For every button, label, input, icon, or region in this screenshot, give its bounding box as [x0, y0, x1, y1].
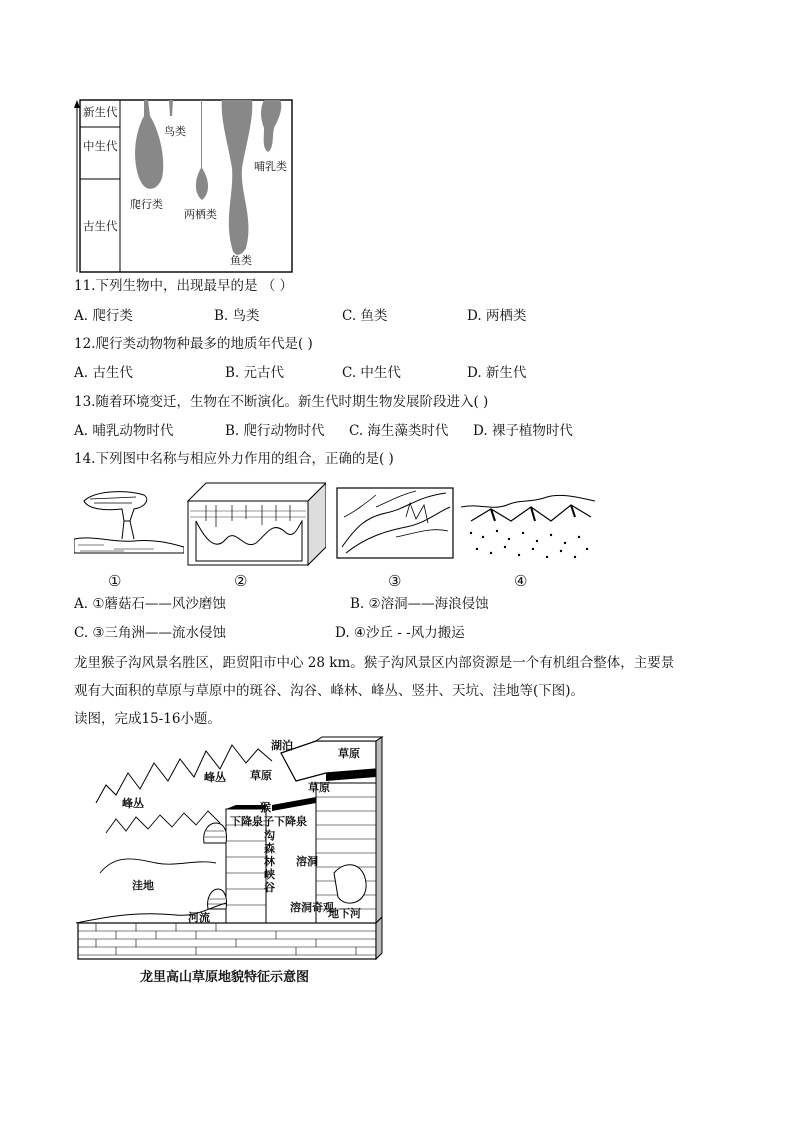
- landform-image-1: [74, 487, 184, 567]
- label-amphibian: 两栖类: [184, 208, 217, 221]
- q14-option-a[interactable]: A. ①蘑菇石——风沙磨蚀: [74, 596, 226, 612]
- q13-stem: 13.随着环境变迁，生物在不断演化。新生代时期生物发展阶段进入( ): [74, 394, 489, 410]
- figure-number-4: ④: [514, 572, 528, 590]
- q14-option-c[interactable]: C. ③三角洲——流水侵蚀: [74, 625, 227, 641]
- q13-option-c[interactable]: C. 海生藻类时代: [349, 423, 449, 439]
- label-grassland-top: 草原: [338, 747, 360, 760]
- label-depression: 洼地: [132, 879, 154, 892]
- label-grassland-right: 草原: [308, 781, 330, 794]
- landform-block-diagram: [76, 733, 396, 965]
- q12-option-b[interactable]: B. 元古代: [225, 365, 285, 381]
- figure-number-2: ②: [234, 572, 248, 590]
- passage-line-1: 龙里猴子沟风景名胜区，距贸阳市中心 28 km。猴子沟风景区内部资源是一个有机组合整体，主要景: [74, 655, 675, 671]
- q12-option-a[interactable]: A. 古生代: [74, 365, 133, 381]
- label-underground-river: 地下河: [328, 907, 361, 920]
- q14-stem: 14.下列图中名称与相应外力作用的组合，正确的是( ): [74, 451, 394, 467]
- q13-option-a[interactable]: A. 哺乳动物时代: [74, 423, 174, 439]
- label-cave-wonders: 溶洞奇观: [290, 901, 334, 914]
- figure-caption: 龙里高山草原地貌特征示意图: [140, 970, 310, 985]
- landform-image-4: [461, 487, 595, 562]
- label-lake: 湖泊: [271, 739, 293, 752]
- q11-stem: 11.下列生物中，出现最早的是 （ ）: [74, 278, 294, 294]
- label-grassland-mid: 草原: [250, 769, 272, 782]
- q12-option-c[interactable]: C. 中生代: [342, 365, 401, 381]
- evolution-chart: [74, 98, 296, 274]
- q12-stem: 12.爬行类动物物种最多的地质年代是( ): [74, 336, 313, 352]
- q12-option-d[interactable]: D. 新生代: [467, 365, 527, 381]
- era-mesozoic: 中生代: [83, 139, 118, 153]
- q11-option-d[interactable]: D. 两栖类: [467, 308, 527, 324]
- figure-number-1: ①: [108, 572, 122, 590]
- q11-option-b[interactable]: B. 鸟类: [214, 308, 260, 324]
- landform-image-2: [186, 481, 326, 567]
- label-peak-cluster-1: 峰丛: [204, 771, 226, 784]
- passage-line-3: 读图，完成15-16小题。: [74, 711, 221, 727]
- label-falls: 下降泉子下降泉: [230, 815, 307, 828]
- era-cenozoic: 新生代: [83, 105, 118, 119]
- label-river: 河流: [188, 911, 210, 924]
- q14-option-b[interactable]: B. ②溶洞——海浪侵蚀: [350, 596, 489, 612]
- q13-option-d[interactable]: D. 裸子植物时代: [473, 423, 573, 439]
- label-mammal: 哺乳类: [254, 160, 287, 173]
- label-bird: 鸟类: [164, 125, 186, 138]
- passage-line-2: 观有大面积的草原与草原中的斑谷、沟谷、峰林、峰丛、竖井、天坑、洼地等(下图)。: [74, 683, 585, 699]
- label-monkey: 猴: [260, 801, 271, 814]
- era-paleozoic: 古生代: [83, 219, 118, 233]
- label-reptile: 爬行类: [130, 198, 163, 211]
- label-cave: 溶洞: [296, 855, 318, 868]
- figure-number-3: ③: [388, 572, 402, 590]
- label-fish: 鱼类: [230, 254, 252, 267]
- landform-image-3: [336, 487, 454, 559]
- q14-option-d[interactable]: D. ④沙丘 - -风力搬运: [335, 625, 465, 641]
- q11-option-c[interactable]: C. 鱼类: [342, 308, 388, 324]
- q11-option-a[interactable]: A. 爬行类: [74, 308, 133, 324]
- label-gorge: 沟森林峡谷: [264, 829, 275, 894]
- q13-option-b[interactable]: B. 爬行动物时代: [225, 423, 325, 439]
- label-peak-cluster-2: 峰丛: [122, 797, 144, 810]
